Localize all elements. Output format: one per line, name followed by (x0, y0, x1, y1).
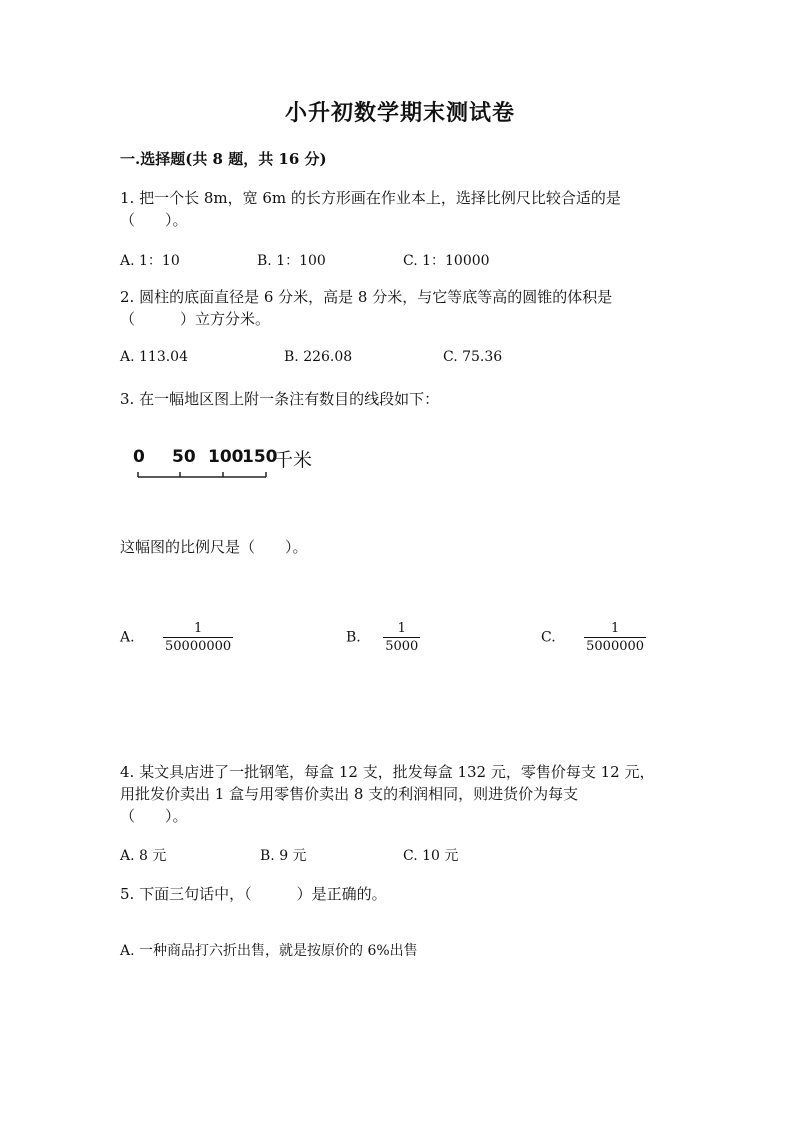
question-4-option-a: A. 8 元 (120, 848, 167, 864)
question-4-line-3: （ ）。 (120, 807, 188, 825)
option-b-letter: B. (346, 629, 361, 646)
fraction-b-numerator: 1 (397, 621, 406, 636)
scale-bar (130, 447, 330, 487)
question-3-option-c (541, 621, 646, 654)
scale-label-0: 0 (133, 447, 145, 467)
scale-line (130, 447, 330, 487)
question-4-option-c: C. 10 元 (403, 848, 459, 864)
fraction-b-denominator: 5000 (385, 639, 419, 654)
fraction-a (163, 621, 233, 654)
scale-label-100: 100 (208, 447, 244, 467)
fraction-a-denominator: 50000000 (165, 639, 232, 654)
fraction-b (383, 621, 420, 654)
question-5-line-1: 5. 下面三句话中，（ ）是正确的。 (120, 885, 387, 903)
fraction-c (584, 621, 646, 654)
question-4-option-b: B. 9 元 (260, 848, 307, 864)
scale-label-50: 50 (172, 447, 196, 467)
question-1-line-2: （ ）。 (120, 211, 188, 229)
option-c-letter: C. (541, 629, 556, 646)
question-1-option-b: B. 1：100 (257, 253, 326, 269)
scale-unit: 千米 (274, 449, 313, 471)
question-2-option-c: C. 75.36 (443, 349, 503, 365)
question-4-line-1: 4. 某文具店进了一批钢笔，每盒 12 支，批发每盒 132 元，零售价每支 12 元， (120, 763, 655, 781)
scale-label-150: 150 (242, 447, 278, 467)
section-heading: 一.选择题(共 8 题，共 16 分) (120, 150, 327, 168)
question-2-option-b: B. 226.08 (284, 349, 353, 365)
question-1-option-c: C. 1：10000 (403, 253, 490, 269)
question-3-line-2: 这幅图的比例尺是（ ）。 (120, 538, 308, 556)
question-1-line-1: 1. 把一个长 8m，宽 6m 的长方形画在作业本上，选择比例尺比较合适的是 (120, 189, 621, 207)
question-3-option-a (120, 621, 233, 654)
fraction-c-numerator: 1 (610, 621, 620, 636)
question-2-option-a: A. 113.04 (120, 349, 188, 365)
question-2-line-2: （ ）立方分米。 (120, 310, 271, 328)
question-2-line-1: 2. 圆柱的底面直径是 6 分米，高是 8 分米，与它等底等高的圆锥的体积是 (120, 288, 613, 306)
fraction-a-numerator: 1 (193, 621, 203, 636)
question-3-option-b (346, 621, 420, 654)
question-5-option-a: A. 一种商品打六折出售，就是按原价的 6%出售 (120, 943, 418, 959)
question-3-line-1: 3. 在一幅地区图上附一条注有数目的线段如下： (120, 390, 440, 408)
question-1-option-a: A. 1：10 (120, 253, 180, 269)
option-a-letter: A. (120, 629, 135, 646)
page-title: 小升初数学期末测试卷 (284, 100, 515, 126)
question-4-line-2: 用批发价卖出 1 盒与用零售价卖出 8 支的利润相同，则进货价为每支 (120, 785, 579, 803)
fraction-c-denominator: 5000000 (586, 639, 645, 654)
